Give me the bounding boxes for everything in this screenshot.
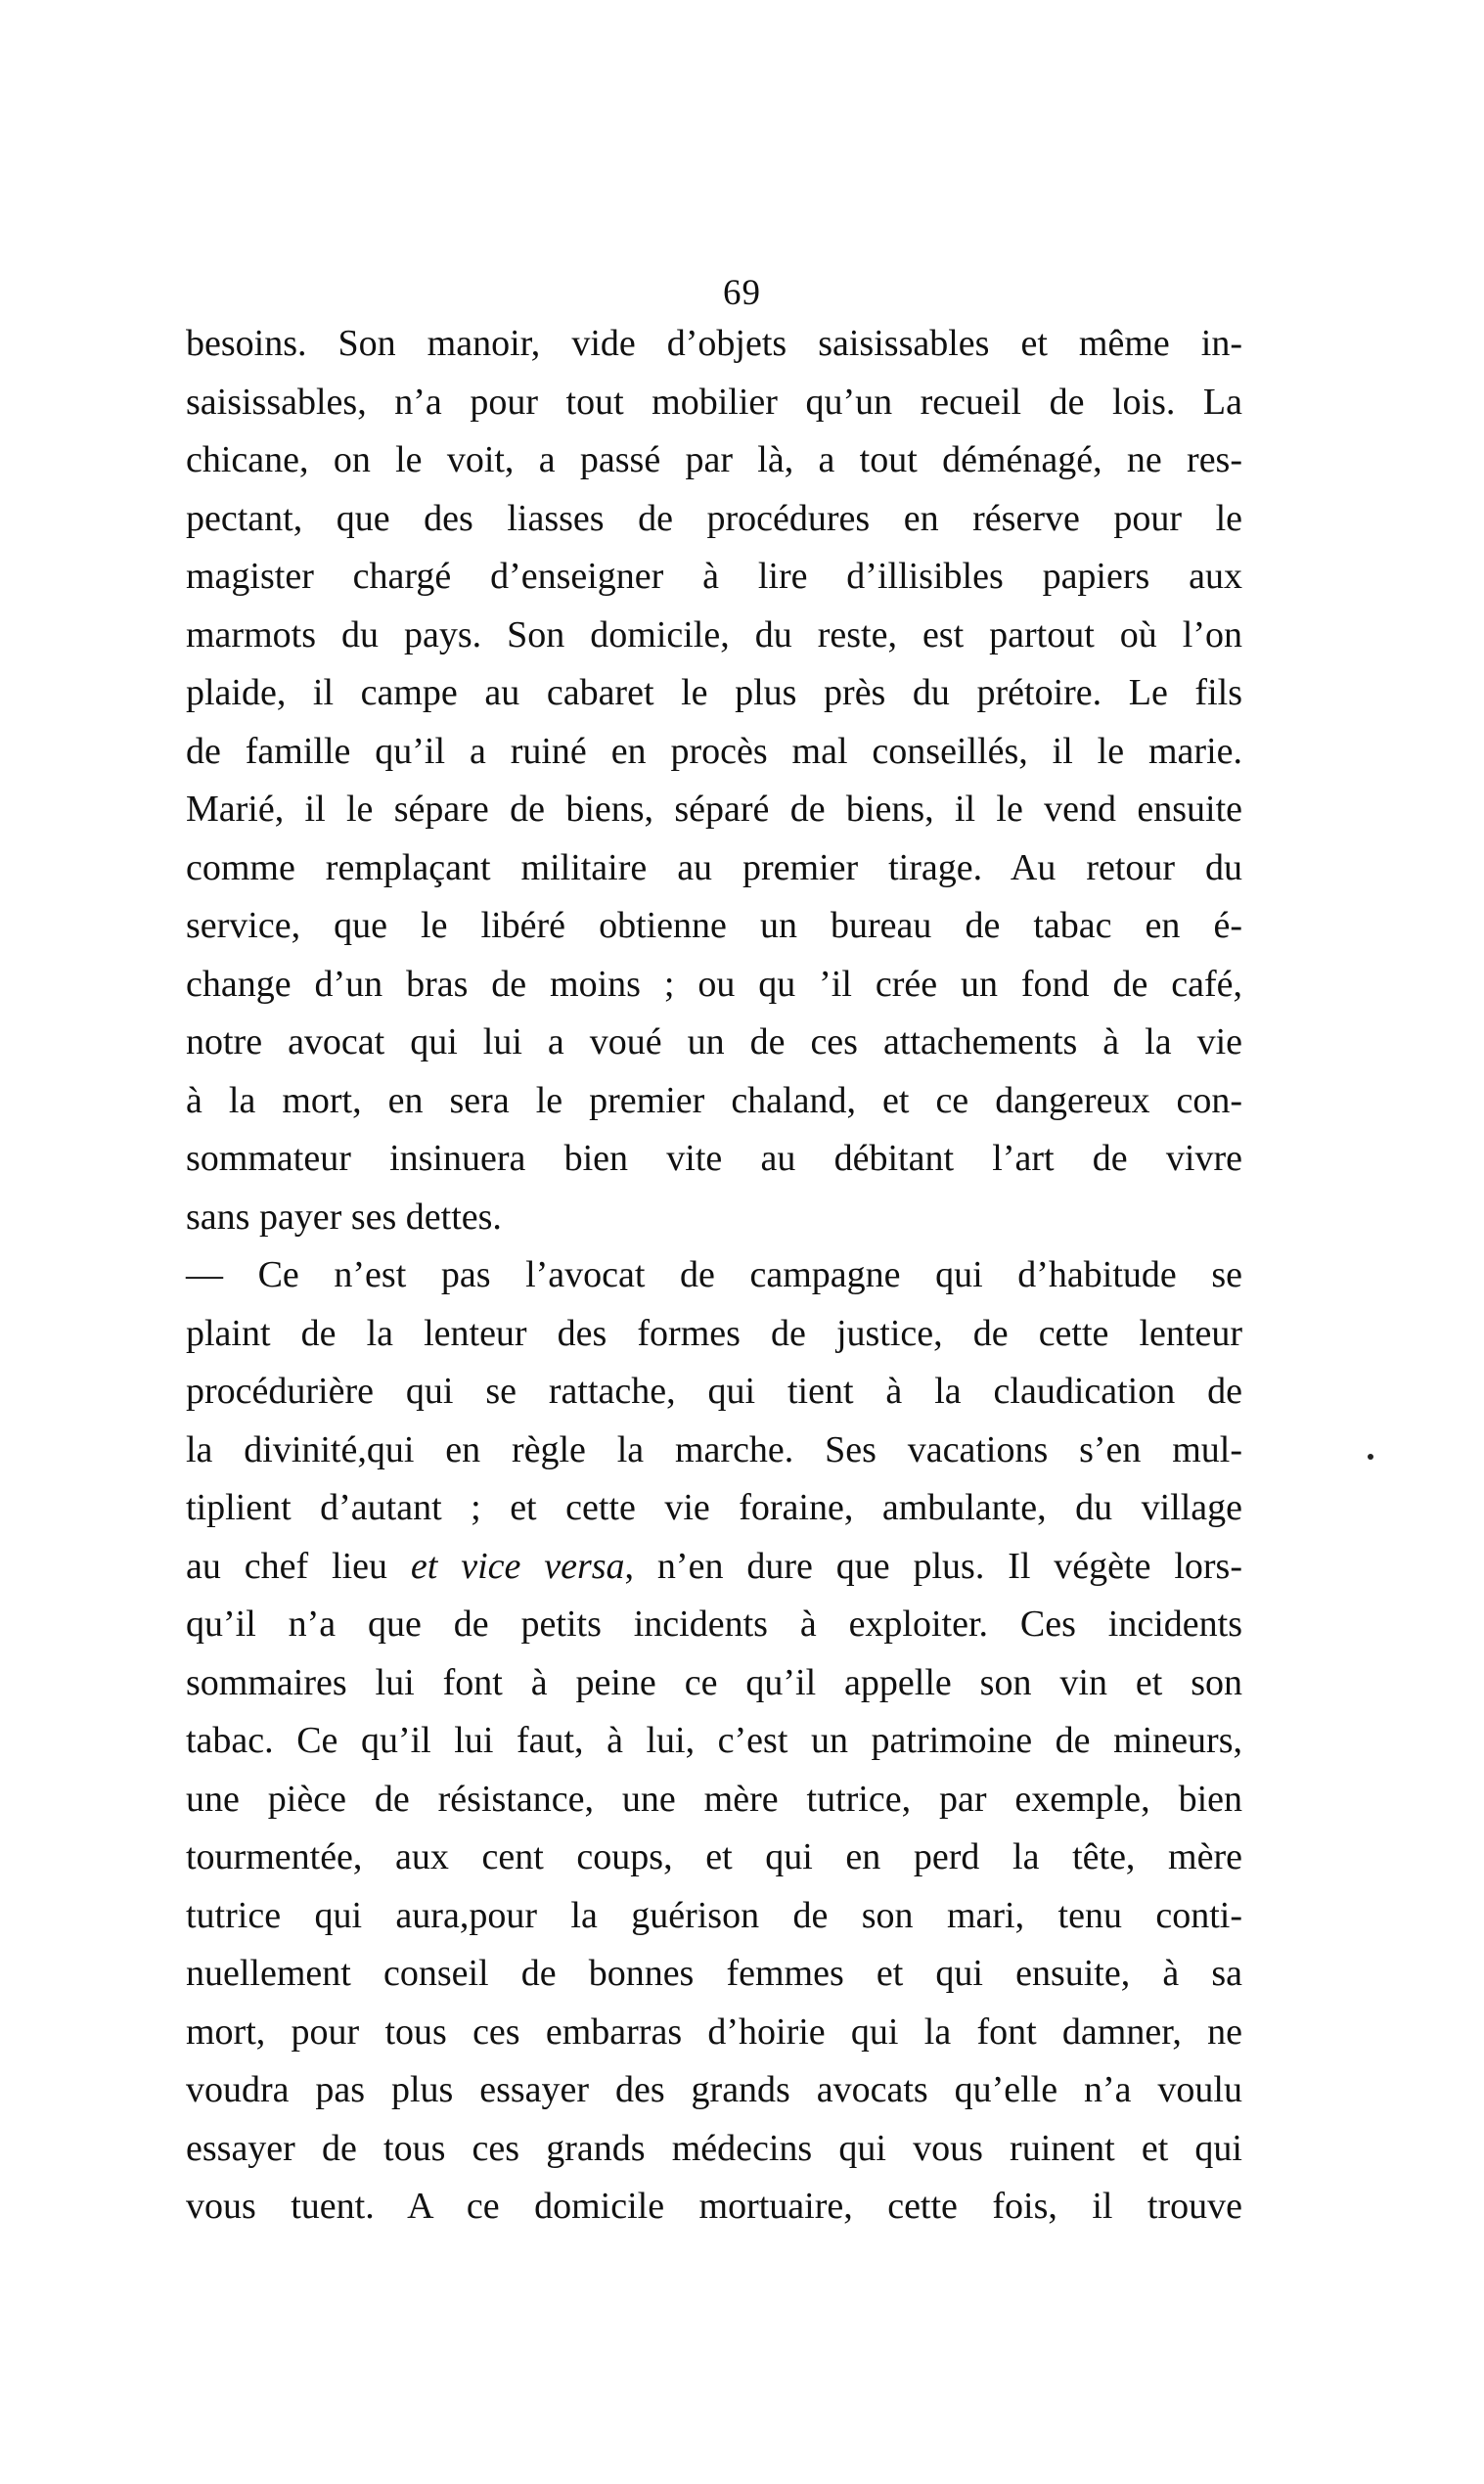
text-line: chicane, on le voit, a passé par là, a tout déménagé, ne res- <box>186 439 1242 480</box>
text-line-with-italic <box>186 1538 1242 1597</box>
text-line: tabac. Ce qu’il lui faut, à lui, c’est un patrimoine de mineurs, <box>186 1720 1242 1761</box>
text-line: une pièce de résistance, une mère tutrice, par exemple, bien <box>186 1778 1242 1820</box>
text-line: plaint de la lenteur des formes de justice, de cette lenteur <box>186 1312 1242 1354</box>
text-line: vous tuent. A ce domicile mortuaire, cette fois, il trouve <box>186 2186 1242 2227</box>
body-text <box>186 315 1242 2236</box>
text-line: qu’il n’a que de petits incidents à exploiter. Ces incidents <box>186 1603 1242 1645</box>
text-line: Marié, il le sépare de biens, séparé de biens, il le vend ensuite <box>186 789 1242 830</box>
text-line: sommateur insinuera bien vite au débitant l’art de vivre <box>186 1138 1242 1179</box>
text-line: à la mort, en sera le premier chaland, et ce dangereux con- <box>186 1079 1242 1121</box>
text-line: magister chargé d’enseigner à lire d’illisibles papiers aux <box>186 556 1242 597</box>
paragraph-start-line: — Ce n’est pas l’avocat de campagne qui d’habitude se <box>186 1254 1242 1295</box>
line-text-after: , n’en dure que plus. Il végète lors- <box>624 1545 1243 1587</box>
line-text-before: au chef lieu <box>186 1545 411 1587</box>
text-line: saisissables, n’a pour tout mobilier qu’un recueil de lois. La <box>186 381 1242 423</box>
text-line: comme remplaçant militaire au premier tirage. Au retour du <box>186 846 1242 888</box>
italic-phrase: et vice versa <box>410 1545 625 1587</box>
text-line: marmots du pays. Son domicile, du reste, est partout où l’on <box>186 613 1242 655</box>
text-line: notre avocat qui lui a voué un de ces attachements à la vie <box>186 1021 1242 1062</box>
text-line: essayer de tous ces grands médecins qui vous ruinent et qui <box>186 2127 1242 2169</box>
paragraph-end-line: sans payer ses dettes. <box>186 1196 502 1238</box>
text-line: sommaires lui font à peine ce qu’il appelle son vin et son <box>186 1661 1242 1703</box>
text-line: voudra pas plus essayer des grands avocats qu’elle n’a voulu <box>186 2069 1242 2110</box>
text-line: mort, pour tous ces embarras d’hoirie qui la font damner, ne <box>186 2010 1242 2053</box>
text-line: procédurière qui se rattache, qui tient à la claudication de <box>186 1371 1242 1412</box>
text-line: de famille qu’il a ruiné en procès mal conseillés, il le marie. <box>186 730 1242 772</box>
text-line: besoins. Son manoir, vide d’objets saisissables et même in- <box>186 323 1242 364</box>
page-number: 69 <box>723 273 761 313</box>
text-line: tutrice qui aura,pour la guérison de son mari, tenu conti- <box>186 1894 1242 1936</box>
ink-speck <box>1368 1454 1373 1460</box>
text-line: tiplient d’autant ; et cette vie foraine, ambulante, du village <box>186 1487 1242 1528</box>
text-line: plaide, il campe au cabaret le plus près du prétoire. Le fils <box>186 672 1242 713</box>
text-line: change d’un bras de moins ; ou qu ’il crée un fond de café, <box>186 963 1242 1005</box>
text-line: service, que le libéré obtienne un bureau de tabac en é- <box>186 905 1242 946</box>
text-line: nuellement conseil de bonnes femmes et qui ensuite, à sa <box>186 1953 1242 1994</box>
text-line: tourmentée, aux cent coups, et qui en perd la tête, mère <box>186 1836 1242 1877</box>
text-line: la divinité,qui en règle la marche. Ses vacations s’en mul- <box>186 1428 1242 1470</box>
text-line: pectant, que des liasses de procédures en réserve pour le <box>186 497 1242 539</box>
